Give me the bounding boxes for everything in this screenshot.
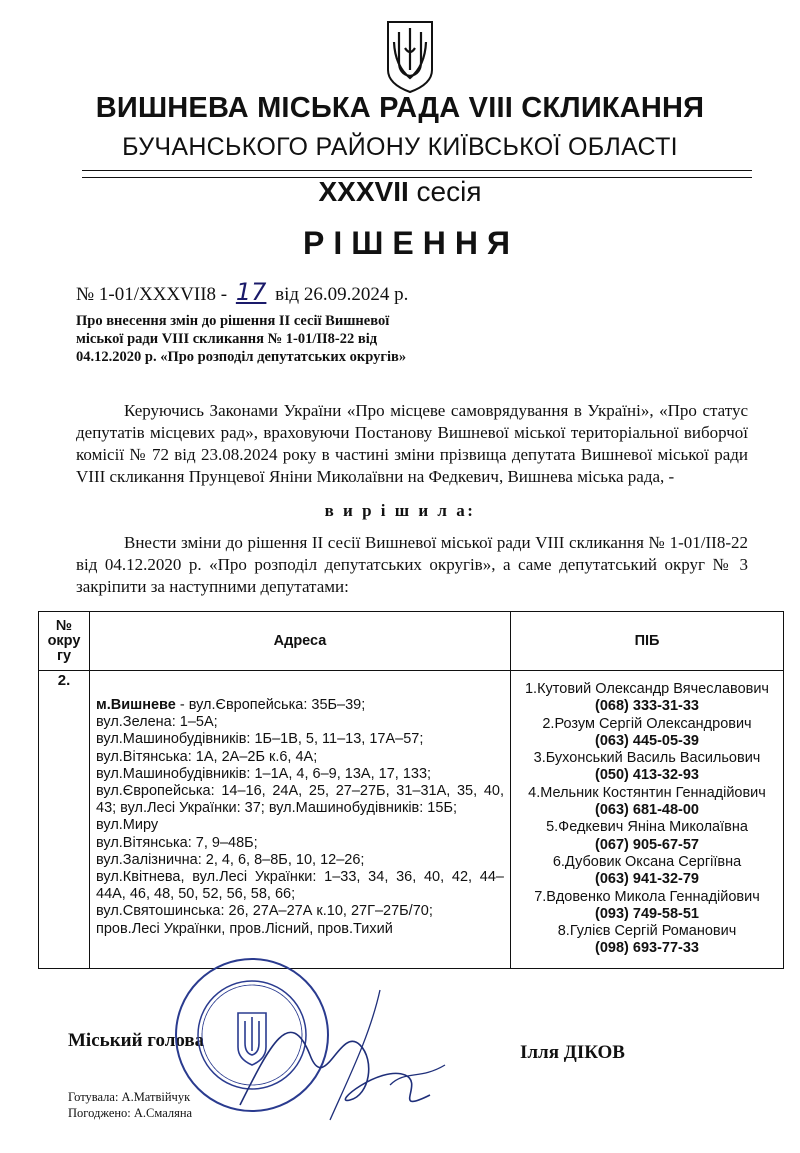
deputy-phone: (063) 445-05-39: [595, 732, 699, 749]
deputy-name: 1.Кутовий Олександр Вячеславович: [524, 681, 769, 697]
decision-subject: Про внесення змін до рішення II сесії Вишневої міської ради VIII скликання № 1-01/II8-22 від 04.12.2020 р. «Про розподіл депутатських округів»: [76, 313, 407, 365]
table-row: [39, 671, 784, 969]
coat-of-arms-icon: [385, 18, 435, 94]
district-table: [38, 611, 784, 969]
header-deputies: ПІБ: [511, 612, 784, 671]
deputy-phone: (098) 693-77-33: [595, 940, 699, 957]
address-line: вул.Зелена: 1–5А;: [96, 714, 218, 731]
preamble-paragraph: Керуючись Законами України «Про місцеве самоврядування в Україні», «Про статус депутатів місцевих рад», враховуючи Постанову Вишневої міської територіальної виборчої комісії № 72 від 23.08.2024 року в частині зміни прізвища депутата Вишневої міської ради VIII скликання Прунцевої Яніни Миколаївни на Федкевич, Вишнева міська рада, -: [76, 401, 748, 486]
deputy-phone: (068) 333-31-33: [595, 698, 699, 715]
prepared-by: Готувала: А.Матвійчук: [68, 1090, 191, 1104]
handwritten-signature-icon: [230, 985, 460, 1125]
address-line: [96, 697, 504, 714]
agreed-by: Погоджено: А.Смаляна: [68, 1106, 193, 1120]
address-cell: [90, 671, 511, 969]
deputy-phone: (067) 905-67-57: [595, 836, 699, 853]
deputy-phone: (063) 681-48-00: [595, 802, 699, 819]
decision-title: РІШЕННЯ: [303, 225, 519, 261]
header-address: Адреса: [90, 612, 511, 671]
address-line: вул.Залізнична: 2, 4, 6, 8–8Б, 10, 12–26;: [96, 851, 365, 868]
mayor-name: Ілля ДІКОВ: [520, 1042, 625, 1063]
address-line: вул.Квітнева, вул.Лесі Українки: 1–33, 34, 36, 40, 42, 44–44А, 46, 48, 50, 52, 56, 58, 66;: [96, 869, 504, 903]
address-line: вул.Святошинська: 26, 27А–27А к.10, 27Г–27Б/70;: [96, 903, 433, 920]
address-city: м.Вишневе: [96, 697, 176, 713]
resolution-paragraph: Внести зміни до рішення II сесії Вишневої міської ради VIII скликання № 1-01/II8-22 від 04.12.2020 р. «Про розподіл депутатських округів», а саме депутатський округ № 3 закріпити за наступними депутатами:: [76, 533, 748, 596]
decision-number-prefix: № 1-01/XXXVII8 -: [76, 284, 228, 305]
resolved-heading: в и р і ш и л а:: [324, 501, 476, 520]
decision-date: від 26.09.2024 р.: [275, 284, 409, 305]
header-district-number: № окру гу: [39, 612, 90, 671]
deputy-phone: (093) 749-58-51: [595, 905, 699, 922]
deputy-name: 4.Мельник Костянтин Геннадійович: [528, 784, 766, 801]
address-line-text: - вул.Європейська: 35Б–39;: [175, 697, 366, 713]
deputy-name: 5.Федкевич Яніна Миколаївна: [546, 819, 748, 836]
deputy-name: 3.Бухонський Василь Васильович: [533, 750, 761, 767]
deputy-name: 6.Дубовик Оксана Сергіївна: [552, 853, 742, 870]
session-number: XXXVII: [318, 176, 409, 207]
deputy-name: 8.Гулієв Сергій Романович: [557, 923, 737, 940]
address-line: вул.Вітянська: 7, 9–48Б;: [96, 834, 258, 851]
address-line: вул.Машинобудівників: 1Б–1В, 5, 11–13, 17А–57;: [96, 731, 424, 748]
deputy-phone: (050) 413-32-93: [595, 767, 699, 784]
table-header-row: [39, 612, 784, 671]
deputy-phone: (063) 941-32-79: [595, 871, 699, 888]
deputy-name: 7.Вдовенко Микола Геннадійович: [534, 888, 760, 905]
address-line: вул.Машинобудівників: 1–1А, 4, 6–9, 13А, 17, 133;: [96, 765, 432, 782]
decision-number-handwritten: 17: [235, 278, 267, 306]
address-line: вул.Європейська: 14–16, 24А, 25, 27–27Б, 31–31А, 35, 40, 43; вул.Лесі Українки: 37; вул.Машинобудівників: 15Б;: [96, 783, 504, 817]
address-line: вул.Вітянська: 1А, 2А–2Б к.6, 4А;: [96, 748, 318, 765]
deputies-cell: [511, 671, 784, 969]
council-district: БУЧАНСЬКОГО РАЙОНУ КИЇВСЬКОЇ ОБЛАСТІ: [122, 133, 678, 161]
session-heading: [0, 176, 800, 208]
mayor-title: Міський голова: [68, 1030, 205, 1051]
address-line: пров.Лесі Українки, пров.Лісний, пров.Тихий: [96, 920, 393, 937]
deputy-name: 2.Розум Сергій Олександрович: [542, 715, 752, 732]
session-word: сесія: [416, 176, 482, 207]
decision-number: [76, 278, 408, 306]
address-line: вул.Миру: [96, 817, 159, 834]
district-number: 2.: [39, 671, 90, 969]
council-name: ВИШНЕВА МІСЬКА РАДА VIII СКЛИКАННЯ: [95, 92, 705, 124]
